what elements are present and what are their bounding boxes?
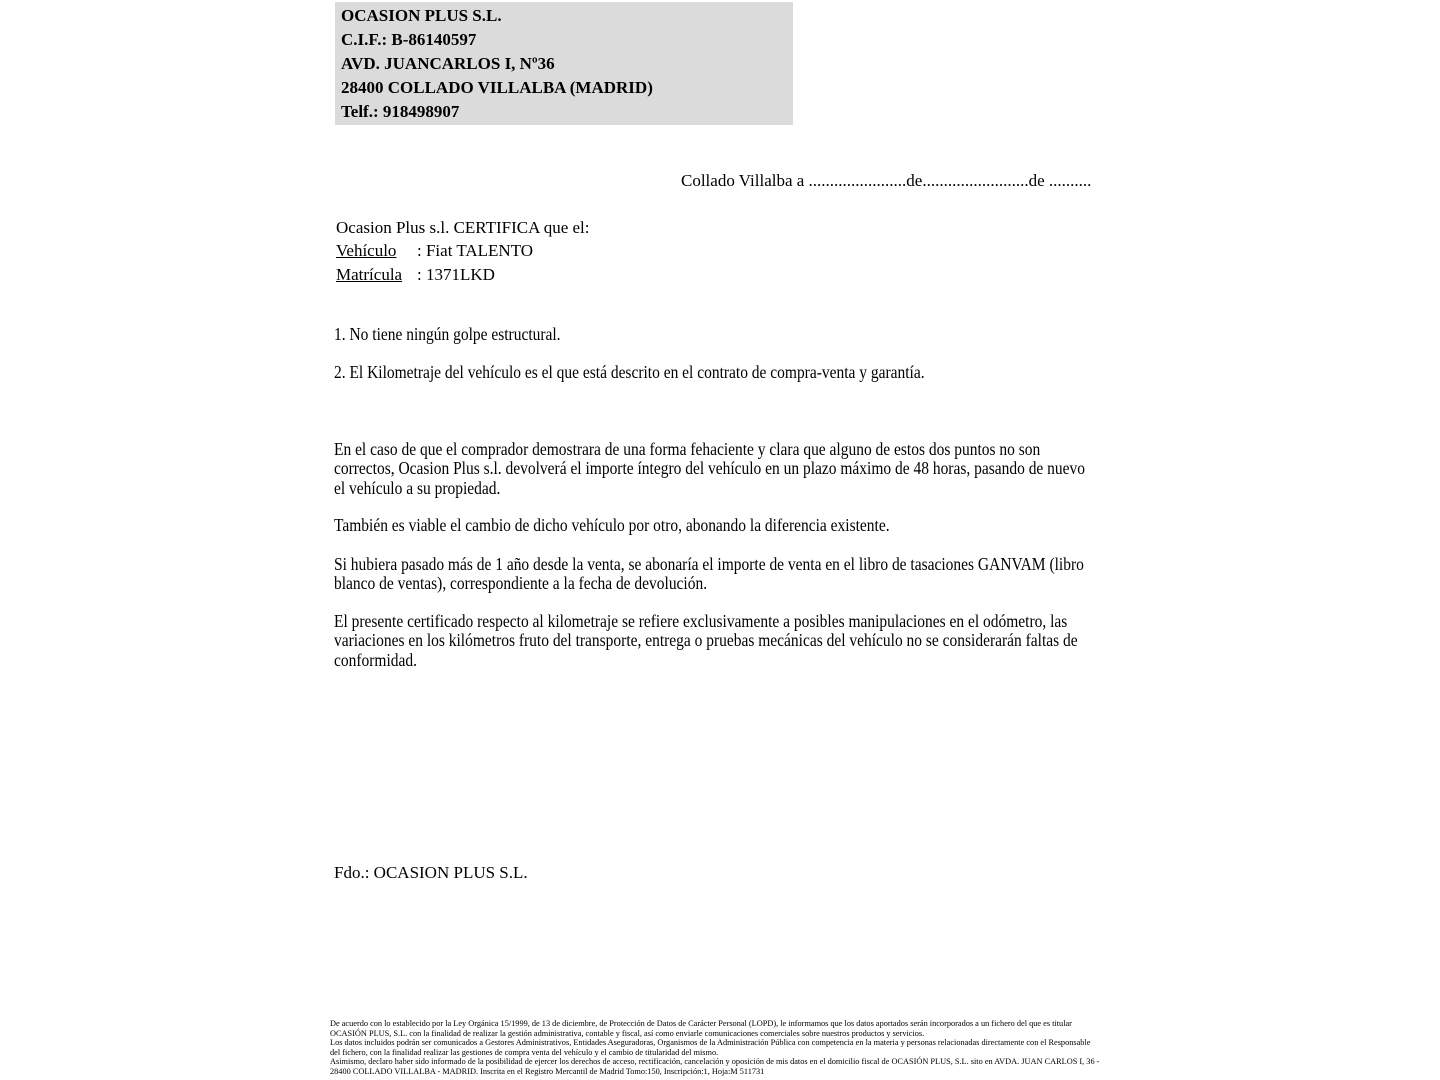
- legal-paragraph-lopd: De acuerdo con lo establecido por la Ley Orgánica 15/1999, de 13 de diciembre, de Protección de Datos de Carácter Personal (LOPD), le informamos que los datos aportados serán incorporados a un fichero del que es titular OCASIÓN PLUS, S.L. con la finalidad de realizar la gestión administrativa, contable y fiscal, así como enviarle comunicaciones comerciales sobre nuestros productos y servicios.: [330, 1019, 1072, 1038]
- plate-row: [336, 263, 590, 286]
- signature-line: Fdo.: OCASION PLUS S.L.: [334, 863, 528, 882]
- point-1: 1. No tiene ningún golpe estructural.: [334, 324, 561, 344]
- company-cif: C.I.F.: B-86140597: [341, 30, 477, 49]
- paragraph-refund: En el caso de que el comprador demostrara de una forma fehaciente y clara que alguno de estos dos puntos no son correctos, Ocasion Plus s.l. devolverá el importe íntegro del vehículo en un plazo máximo de 48 horas, pasando de nuevo el vehículo a su propiedad.: [334, 439, 1086, 498]
- paragraph-odometer: El presente certificado respecto al kilometraje se refiere exclusivamente a posibles manipulaciones en el odómetro, las variaciones en los kilómetros fruto del transporte, entrega o pruebas mecánicas del vehículo no se considerarán faltas de conformidad.: [334, 611, 1078, 670]
- company-name: OCASION PLUS S.L.: [341, 6, 502, 25]
- paragraph-exchange: También es viable el cambio de dicho vehículo por otro, abonando la diferencia existente.: [334, 515, 890, 535]
- plate-value: : 1371LKD: [417, 264, 495, 284]
- point-2: 2. El Kilometraje del vehículo es el que está descrito en el contrato de compra-venta y garantía.: [334, 362, 925, 382]
- legal-paragraph-rights: Asimismo, declaro haber sido informado de la posibilidad de ejercer los derechos de acceso, rectificación, cancelación y oposición de mis datos en el domicilio fiscal de OCASIÓN PLUS, S.L. sito en AVDA. JUAN CARLOS I, 36 - 28400 COLLADO VILLALBA - MADRID. Inscrita en el Registro Mercantil de Madrid Tomo:150, Inscripción:1, Hoja:M 511731: [330, 1057, 1100, 1076]
- paragraph-ganvam: Si hubiera pasado más de 1 año desde la venta, se abonaría el importe de venta en el libro de tasaciones GANVAM (libro blanco de ventas), correspondiente a la fecha de devolución.: [334, 554, 1084, 594]
- company-phone: Telf.: 918498907: [341, 102, 460, 121]
- vehicle-value: : Fiat TALENTO: [417, 241, 534, 261]
- certification-intro: Ocasion Plus s.l. CERTIFICA que el:: [336, 218, 590, 237]
- company-header-box: [335, 2, 793, 125]
- company-city: 28400 COLLADO VILLALBA (MADRID): [341, 78, 653, 97]
- certification-block: [336, 216, 590, 286]
- legal-paragraph-data-sharing: Los datos incluidos podrán ser comunicados a Gestores Administrativos, Entidades Aseguradoras, Organismos de la Administración Pública con competencia en la materia y personas relacionadas directamente con el Responsable del fichero, con la finalidad realizar las gestiones de compra venta del vehículo y el cambio de titularidad del mismo.: [330, 1038, 1091, 1057]
- vehicle-label: Vehículo: [336, 241, 397, 261]
- vehicle-row: [336, 239, 590, 262]
- date-line: Collado Villalba a .......................de.........................de ..........: [681, 171, 1092, 190]
- plate-label: Matrícula: [336, 264, 403, 284]
- legal-fine-print: [330, 1019, 1102, 1077]
- company-address: AVD. JUANCARLOS I, Nº36: [341, 54, 555, 73]
